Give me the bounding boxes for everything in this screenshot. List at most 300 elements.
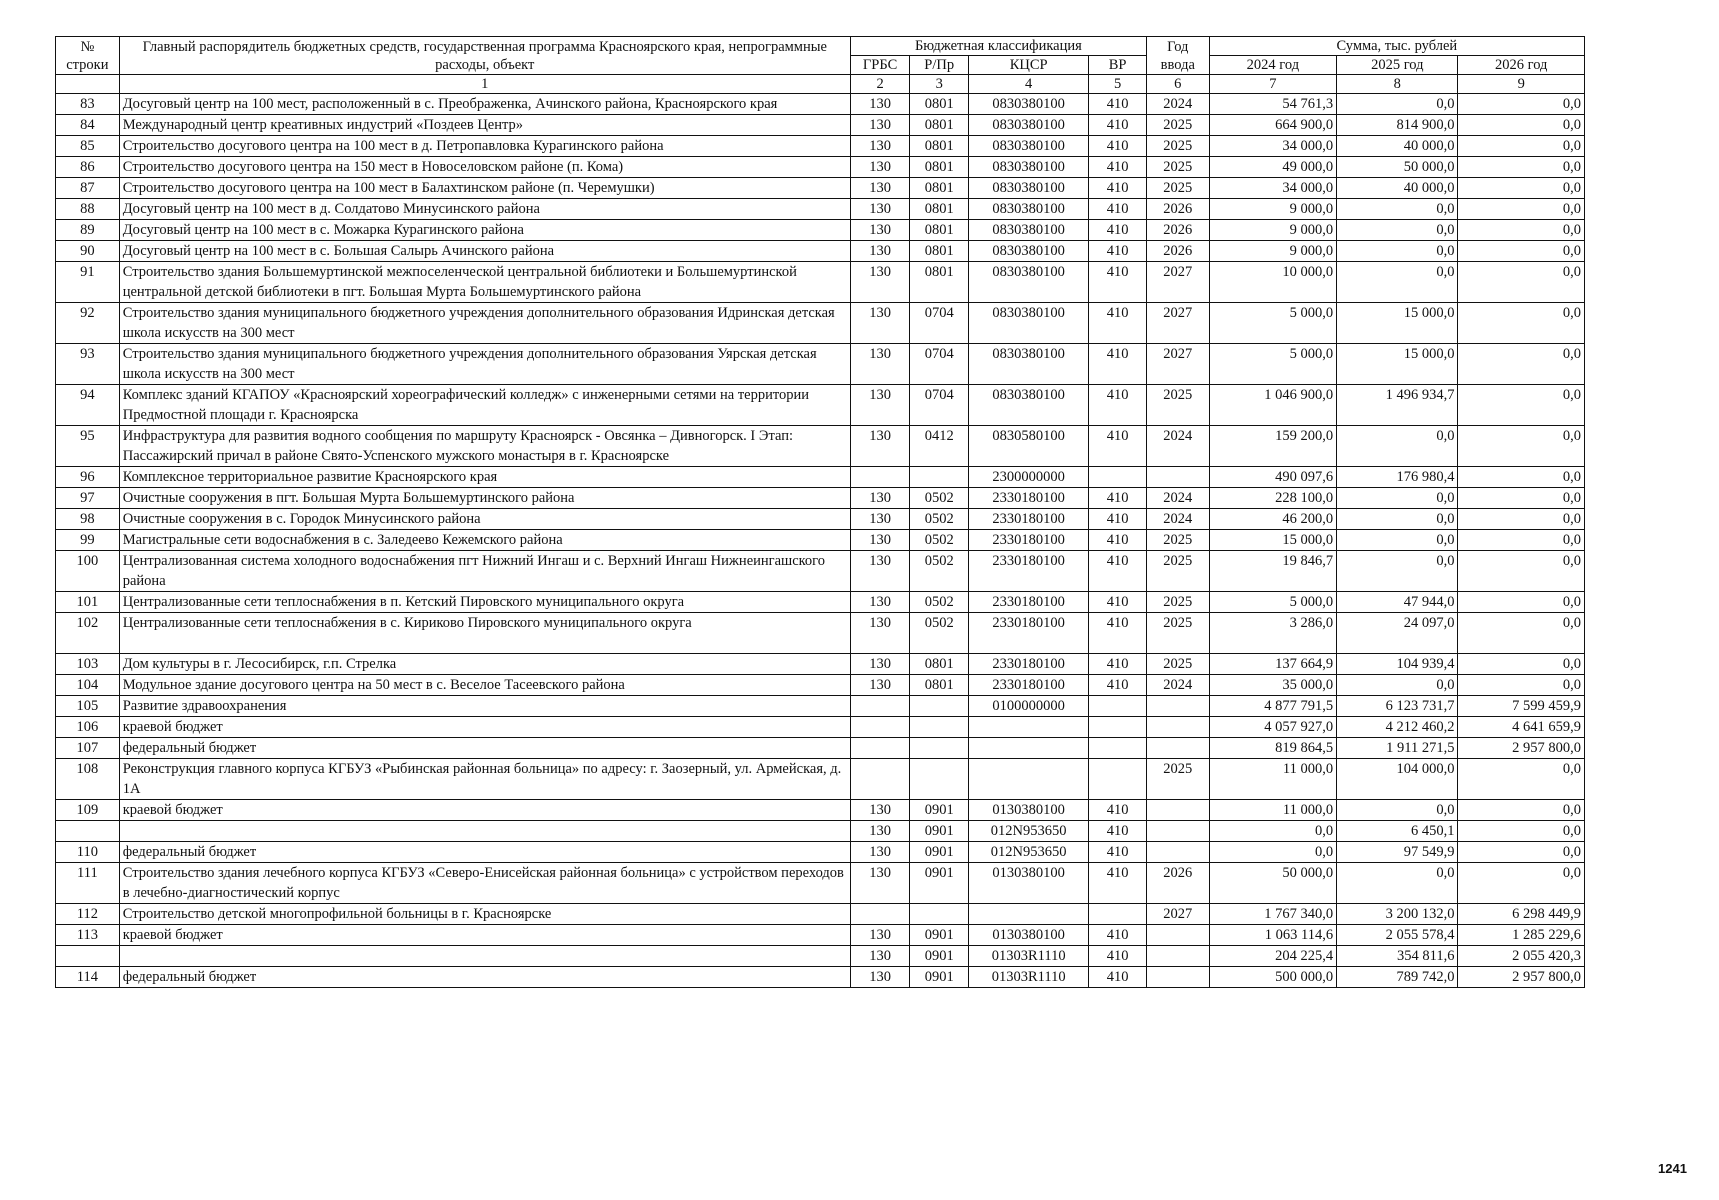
sum-2024: 54 761,3 — [1209, 94, 1336, 115]
table-row — [56, 717, 1585, 738]
object-name: Комплекс зданий КГАПОУ «Красноярский хореографический колледж» с инженерными сетями на территории Предмостной площади г. Красноярска — [119, 385, 850, 426]
kcsr-code — [969, 904, 1089, 925]
year-intro: 2025 — [1146, 178, 1209, 199]
year-intro — [1146, 467, 1209, 488]
sum-2026: 0,0 — [1458, 592, 1585, 613]
row-number: 84 — [56, 115, 120, 136]
table-row — [56, 426, 1585, 467]
rpr-code — [910, 467, 969, 488]
sum-2024: 9 000,0 — [1209, 241, 1336, 262]
rpr-code: 0502 — [910, 509, 969, 530]
grbs-code: 130 — [850, 199, 910, 220]
kcsr-code — [969, 738, 1089, 759]
table-row — [56, 344, 1585, 385]
sum-2024: 9 000,0 — [1209, 220, 1336, 241]
column-number — [56, 75, 120, 94]
table-row — [56, 303, 1585, 344]
row-number: 95 — [56, 426, 120, 467]
sum-2024: 4 057 927,0 — [1209, 717, 1336, 738]
kcsr-code: 0830380100 — [969, 199, 1089, 220]
object-name: Инфраструктура для развития водного сообщения по маршруту Красноярск - Овсянка – Дивногорск. I Этап: Пассажирский причал в районе Свято-Успенского мужского монастыря в г. Красноярске — [119, 426, 850, 467]
rpr-code: 0801 — [910, 94, 969, 115]
year-intro: 2024 — [1146, 675, 1209, 696]
sum-2025: 0,0 — [1337, 241, 1458, 262]
sum-2024: 19 846,7 — [1209, 551, 1336, 592]
vr-code — [1089, 696, 1147, 717]
rpr-code: 0901 — [910, 842, 969, 863]
row-number: 89 — [56, 220, 120, 241]
vr-code: 410 — [1089, 530, 1147, 551]
column-number: 4 — [969, 75, 1089, 94]
table-row — [56, 157, 1585, 178]
sum-2024: 50 000,0 — [1209, 863, 1336, 904]
sum-2025: 15 000,0 — [1337, 303, 1458, 344]
year-intro: 2025 — [1146, 157, 1209, 178]
sum-2026: 0,0 — [1458, 94, 1585, 115]
sum-2025: 40 000,0 — [1337, 136, 1458, 157]
sum-2025: 0,0 — [1337, 509, 1458, 530]
rpr-code — [910, 904, 969, 925]
table-header — [56, 37, 1585, 94]
year-intro: 2024 — [1146, 426, 1209, 467]
grbs-code: 130 — [850, 967, 910, 988]
kcsr-code: 0130380100 — [969, 863, 1089, 904]
object-name: Модульное здание досугового центра на 50 мест в с. Веселое Тасеевского района — [119, 675, 850, 696]
year-intro: 2026 — [1146, 220, 1209, 241]
sum-2025: 40 000,0 — [1337, 178, 1458, 199]
year-intro: 2024 — [1146, 509, 1209, 530]
sum-2024: 34 000,0 — [1209, 136, 1336, 157]
row-number: 93 — [56, 344, 120, 385]
row-number: 109 — [56, 800, 120, 821]
object-name: Магистральные сети водоснабжения в с. Заледеево Кежемского района — [119, 530, 850, 551]
rpr-code: 0901 — [910, 946, 969, 967]
year-intro: 2026 — [1146, 199, 1209, 220]
sum-2026: 0,0 — [1458, 136, 1585, 157]
year-intro — [1146, 842, 1209, 863]
rpr-code — [910, 717, 969, 738]
object-name: Очистные сооружения в пгт. Большая Мурта Большемуртинского района — [119, 488, 850, 509]
header-budget-classification: Бюджетная классификация — [850, 37, 1146, 56]
grbs-code: 130 — [850, 136, 910, 157]
sum-2026: 2 957 800,0 — [1458, 967, 1585, 988]
grbs-code: 130 — [850, 157, 910, 178]
sum-2024: 1 767 340,0 — [1209, 904, 1336, 925]
sum-2025: 2 055 578,4 — [1337, 925, 1458, 946]
vr-code: 410 — [1089, 241, 1147, 262]
kcsr-code: 0830380100 — [969, 241, 1089, 262]
kcsr-code: 01303R1110 — [969, 967, 1089, 988]
rpr-code: 0801 — [910, 115, 969, 136]
grbs-code: 130 — [850, 863, 910, 904]
sum-2025: 0,0 — [1337, 426, 1458, 467]
kcsr-code: 2330180100 — [969, 613, 1089, 654]
kcsr-code: 2330180100 — [969, 530, 1089, 551]
row-number: 97 — [56, 488, 120, 509]
object-name: Строительство здания лечебного корпуса КГБУЗ «Северо-Енисейская районная больница» с устройством переходов в лечебно-диагностический корпус — [119, 863, 850, 904]
kcsr-code: 01303R1110 — [969, 946, 1089, 967]
sum-2026: 2 055 420,3 — [1458, 946, 1585, 967]
vr-code: 410 — [1089, 426, 1147, 467]
object-name: Развитие здравоохранения — [119, 696, 850, 717]
object-name: Строительство досугового центра на 150 мест в Новоселовском районе (п. Кома) — [119, 157, 850, 178]
kcsr-code: 2300000000 — [969, 467, 1089, 488]
rpr-code: 0801 — [910, 178, 969, 199]
kcsr-code: 0100000000 — [969, 696, 1089, 717]
table-row — [56, 136, 1585, 157]
table-row — [56, 241, 1585, 262]
table-row — [56, 821, 1585, 842]
sum-2025: 6 450,1 — [1337, 821, 1458, 842]
sum-2024: 490 097,6 — [1209, 467, 1336, 488]
page-number: 1241 — [1658, 1161, 1687, 1176]
table-row — [56, 467, 1585, 488]
sum-2024: 5 000,0 — [1209, 344, 1336, 385]
sum-2026: 0,0 — [1458, 344, 1585, 385]
vr-code: 410 — [1089, 488, 1147, 509]
sum-2024: 11 000,0 — [1209, 800, 1336, 821]
row-number: 111 — [56, 863, 120, 904]
column-number-row — [56, 75, 1585, 94]
grbs-code: 130 — [850, 842, 910, 863]
vr-code: 410 — [1089, 157, 1147, 178]
object-name: краевой бюджет — [119, 925, 850, 946]
grbs-code: 130 — [850, 946, 910, 967]
sum-2025: 0,0 — [1337, 199, 1458, 220]
rpr-code: 0901 — [910, 967, 969, 988]
sum-2024: 34 000,0 — [1209, 178, 1336, 199]
object-name: краевой бюджет — [119, 717, 850, 738]
object-name: краевой бюджет — [119, 800, 850, 821]
object-name: Централизованная система холодного водоснабжения пгт Нижний Ингаш и с. Верхний Ингаш Нижнеингашского района — [119, 551, 850, 592]
table-row — [56, 946, 1585, 967]
vr-code: 410 — [1089, 946, 1147, 967]
sum-2026: 0,0 — [1458, 241, 1585, 262]
sum-2024: 10 000,0 — [1209, 262, 1336, 303]
kcsr-code: 2330180100 — [969, 592, 1089, 613]
grbs-code — [850, 759, 910, 800]
header-rpr: Р/Пр — [910, 56, 969, 75]
vr-code: 410 — [1089, 675, 1147, 696]
table-row — [56, 530, 1585, 551]
object-name: Строительство здания муниципального бюджетного учреждения дополнительного образования Идринская детская школа искусств на 300 мест — [119, 303, 850, 344]
vr-code: 410 — [1089, 800, 1147, 821]
grbs-code: 130 — [850, 800, 910, 821]
grbs-code — [850, 467, 910, 488]
row-number: 98 — [56, 509, 120, 530]
row-number: 106 — [56, 717, 120, 738]
object-name: Досуговый центр на 100 мест в с. Большая Салырь Ачинского района — [119, 241, 850, 262]
rpr-code: 0801 — [910, 262, 969, 303]
sum-2026: 7 599 459,9 — [1458, 696, 1585, 717]
row-number: 87 — [56, 178, 120, 199]
rpr-code: 0801 — [910, 675, 969, 696]
sum-2026: 0,0 — [1458, 262, 1585, 303]
kcsr-code: 012N953650 — [969, 842, 1089, 863]
year-intro: 2025 — [1146, 551, 1209, 592]
sum-2026: 0,0 — [1458, 157, 1585, 178]
sum-2026: 0,0 — [1458, 199, 1585, 220]
year-intro: 2025 — [1146, 385, 1209, 426]
kcsr-code: 0130380100 — [969, 925, 1089, 946]
vr-code: 410 — [1089, 654, 1147, 675]
grbs-code: 130 — [850, 654, 910, 675]
table-row — [56, 551, 1585, 592]
column-number: 1 — [119, 75, 850, 94]
sum-2025: 47 944,0 — [1337, 592, 1458, 613]
year-intro: 2025 — [1146, 759, 1209, 800]
rpr-code: 0704 — [910, 344, 969, 385]
vr-code: 410 — [1089, 178, 1147, 199]
sum-2025: 0,0 — [1337, 863, 1458, 904]
rpr-code — [910, 696, 969, 717]
grbs-code: 130 — [850, 94, 910, 115]
grbs-code — [850, 904, 910, 925]
sum-2024: 0,0 — [1209, 842, 1336, 863]
sum-2026: 2 957 800,0 — [1458, 738, 1585, 759]
kcsr-code: 0830380100 — [969, 262, 1089, 303]
kcsr-code: 2330180100 — [969, 488, 1089, 509]
kcsr-code: 2330180100 — [969, 654, 1089, 675]
grbs-code: 130 — [850, 821, 910, 842]
grbs-code — [850, 738, 910, 759]
kcsr-code: 0830580100 — [969, 426, 1089, 467]
kcsr-code: 2330180100 — [969, 675, 1089, 696]
rpr-code: 0704 — [910, 385, 969, 426]
rpr-code: 0801 — [910, 157, 969, 178]
header-2026: 2026 год — [1458, 56, 1585, 75]
grbs-code: 130 — [850, 220, 910, 241]
sum-2024: 4 877 791,5 — [1209, 696, 1336, 717]
grbs-code: 130 — [850, 551, 910, 592]
vr-code: 410 — [1089, 551, 1147, 592]
sum-2026: 0,0 — [1458, 842, 1585, 863]
table-row — [56, 199, 1585, 220]
sum-2024: 5 000,0 — [1209, 592, 1336, 613]
object-name: Строительство досугового центра на 100 мест в Балахтинском районе (п. Черемушки) — [119, 178, 850, 199]
row-number: 101 — [56, 592, 120, 613]
year-intro: 2025 — [1146, 530, 1209, 551]
row-number: 103 — [56, 654, 120, 675]
sum-2025: 0,0 — [1337, 94, 1458, 115]
rpr-code: 0502 — [910, 613, 969, 654]
sum-2025: 104 939,4 — [1337, 654, 1458, 675]
header-2024: 2024 год — [1209, 56, 1336, 75]
sum-2025: 1 496 934,7 — [1337, 385, 1458, 426]
budget-table — [55, 36, 1585, 988]
vr-code: 410 — [1089, 136, 1147, 157]
object-name: Досуговый центр на 100 мест в д. Солдатово Минусинского района — [119, 199, 850, 220]
sum-2026: 0,0 — [1458, 551, 1585, 592]
row-number: 83 — [56, 94, 120, 115]
object-name: Досуговый центр на 100 мест, расположенный в с. Преображенка, Ачинского района, Красноярского края — [119, 94, 850, 115]
sum-2026: 0,0 — [1458, 530, 1585, 551]
grbs-code: 130 — [850, 613, 910, 654]
year-intro: 2025 — [1146, 115, 1209, 136]
sum-2026: 0,0 — [1458, 178, 1585, 199]
row-number: 107 — [56, 738, 120, 759]
sum-2026: 0,0 — [1458, 220, 1585, 241]
grbs-code: 130 — [850, 303, 910, 344]
kcsr-code: 0830380100 — [969, 303, 1089, 344]
vr-code: 410 — [1089, 115, 1147, 136]
sum-2026: 1 285 229,6 — [1458, 925, 1585, 946]
vr-code: 410 — [1089, 262, 1147, 303]
row-number: 113 — [56, 925, 120, 946]
sum-2024: 137 664,9 — [1209, 654, 1336, 675]
grbs-code: 130 — [850, 675, 910, 696]
vr-code: 410 — [1089, 863, 1147, 904]
vr-code — [1089, 467, 1147, 488]
sum-2025: 24 097,0 — [1337, 613, 1458, 654]
sum-2025: 0,0 — [1337, 220, 1458, 241]
grbs-code: 130 — [850, 262, 910, 303]
table-row — [56, 759, 1585, 800]
sum-2024: 5 000,0 — [1209, 303, 1336, 344]
rpr-code: 0502 — [910, 551, 969, 592]
year-intro — [1146, 925, 1209, 946]
row-number: 94 — [56, 385, 120, 426]
row-number — [56, 946, 120, 967]
sum-2025: 0,0 — [1337, 675, 1458, 696]
table-row — [56, 696, 1585, 717]
table-row — [56, 509, 1585, 530]
sum-2026: 6 298 449,9 — [1458, 904, 1585, 925]
rpr-code: 0502 — [910, 488, 969, 509]
sum-2024: 159 200,0 — [1209, 426, 1336, 467]
row-number: 100 — [56, 551, 120, 592]
sum-2024: 1 046 900,0 — [1209, 385, 1336, 426]
kcsr-code: 0830380100 — [969, 157, 1089, 178]
kcsr-code: 0830380100 — [969, 115, 1089, 136]
sum-2025: 4 212 460,2 — [1337, 717, 1458, 738]
sum-2025: 0,0 — [1337, 488, 1458, 509]
year-intro — [1146, 738, 1209, 759]
table-row — [56, 115, 1585, 136]
grbs-code: 130 — [850, 385, 910, 426]
rpr-code: 0901 — [910, 925, 969, 946]
year-intro: 2024 — [1146, 488, 1209, 509]
sum-2024: 11 000,0 — [1209, 759, 1336, 800]
table-row — [56, 738, 1585, 759]
year-intro: 2027 — [1146, 904, 1209, 925]
table-row — [56, 262, 1585, 303]
vr-code: 410 — [1089, 344, 1147, 385]
year-intro: 2025 — [1146, 613, 1209, 654]
object-name: Строительство здания Большемуртинской межпоселенческой центральной библиотеки и Большемуртинской центральной детской библиотеки в пгт. Большая Мурта Большемуртинского района — [119, 262, 850, 303]
year-intro: 2027 — [1146, 303, 1209, 344]
vr-code: 410 — [1089, 592, 1147, 613]
row-number: 85 — [56, 136, 120, 157]
grbs-code: 130 — [850, 178, 910, 199]
sum-2024: 0,0 — [1209, 821, 1336, 842]
kcsr-code — [969, 717, 1089, 738]
column-number: 2 — [850, 75, 910, 94]
vr-code: 410 — [1089, 925, 1147, 946]
header-kcsr: КЦСР — [969, 56, 1089, 75]
year-intro: 2025 — [1146, 136, 1209, 157]
kcsr-code: 2330180100 — [969, 551, 1089, 592]
sum-2024: 500 000,0 — [1209, 967, 1336, 988]
object-name — [119, 946, 850, 967]
vr-code: 410 — [1089, 613, 1147, 654]
sum-2026: 0,0 — [1458, 654, 1585, 675]
object-name: Международный центр креативных индустрий «Поздеев Центр» — [119, 115, 850, 136]
rpr-code: 0801 — [910, 654, 969, 675]
sum-2026: 0,0 — [1458, 821, 1585, 842]
sum-2024: 35 000,0 — [1209, 675, 1336, 696]
table-row — [56, 904, 1585, 925]
column-number: 3 — [910, 75, 969, 94]
row-number: 86 — [56, 157, 120, 178]
sum-2025: 3 200 132,0 — [1337, 904, 1458, 925]
sum-2026: 0,0 — [1458, 385, 1585, 426]
vr-code — [1089, 717, 1147, 738]
header-grbs: ГРБС — [850, 56, 910, 75]
row-number: 114 — [56, 967, 120, 988]
sum-2024: 9 000,0 — [1209, 199, 1336, 220]
object-name: Досуговый центр на 100 мест в с. Можарка Курагинского района — [119, 220, 850, 241]
sum-2024: 46 200,0 — [1209, 509, 1336, 530]
grbs-code: 130 — [850, 925, 910, 946]
object-name: Централизованные сети теплоснабжения в п. Кетский Пировского муниципального округа — [119, 592, 850, 613]
sum-2026: 0,0 — [1458, 488, 1585, 509]
vr-code: 410 — [1089, 509, 1147, 530]
sum-2026: 0,0 — [1458, 115, 1585, 136]
kcsr-code — [969, 759, 1089, 800]
sum-2024: 15 000,0 — [1209, 530, 1336, 551]
rpr-code: 0801 — [910, 220, 969, 241]
rpr-code: 0901 — [910, 863, 969, 904]
table-row — [56, 675, 1585, 696]
kcsr-code: 0830380100 — [969, 136, 1089, 157]
year-intro — [1146, 717, 1209, 738]
rpr-code: 0801 — [910, 199, 969, 220]
object-name — [119, 821, 850, 842]
object-name: федеральный бюджет — [119, 738, 850, 759]
object-name: федеральный бюджет — [119, 967, 850, 988]
sum-2026: 0,0 — [1458, 303, 1585, 344]
sum-2026: 0,0 — [1458, 426, 1585, 467]
sum-2026: 0,0 — [1458, 613, 1585, 654]
table-row — [56, 842, 1585, 863]
sum-2025: 176 980,4 — [1337, 467, 1458, 488]
rpr-code — [910, 759, 969, 800]
sum-2025: 104 000,0 — [1337, 759, 1458, 800]
table-row — [56, 800, 1585, 821]
sum-2024: 664 900,0 — [1209, 115, 1336, 136]
sum-2026: 0,0 — [1458, 759, 1585, 800]
column-number: 9 — [1458, 75, 1585, 94]
sum-2024: 3 286,0 — [1209, 613, 1336, 654]
row-number: 96 — [56, 467, 120, 488]
vr-code: 410 — [1089, 220, 1147, 241]
sum-2025: 0,0 — [1337, 530, 1458, 551]
grbs-code: 130 — [850, 530, 910, 551]
kcsr-code: 0830380100 — [969, 385, 1089, 426]
row-number: 112 — [56, 904, 120, 925]
year-intro: 2026 — [1146, 241, 1209, 262]
kcsr-code: 2330180100 — [969, 509, 1089, 530]
table-body — [56, 94, 1585, 988]
rpr-code: 0502 — [910, 592, 969, 613]
sum-2024: 819 864,5 — [1209, 738, 1336, 759]
sum-2025: 789 742,0 — [1337, 967, 1458, 988]
sum-2026: 0,0 — [1458, 675, 1585, 696]
sum-2025: 814 900,0 — [1337, 115, 1458, 136]
column-number: 7 — [1209, 75, 1336, 94]
table-row — [56, 863, 1585, 904]
